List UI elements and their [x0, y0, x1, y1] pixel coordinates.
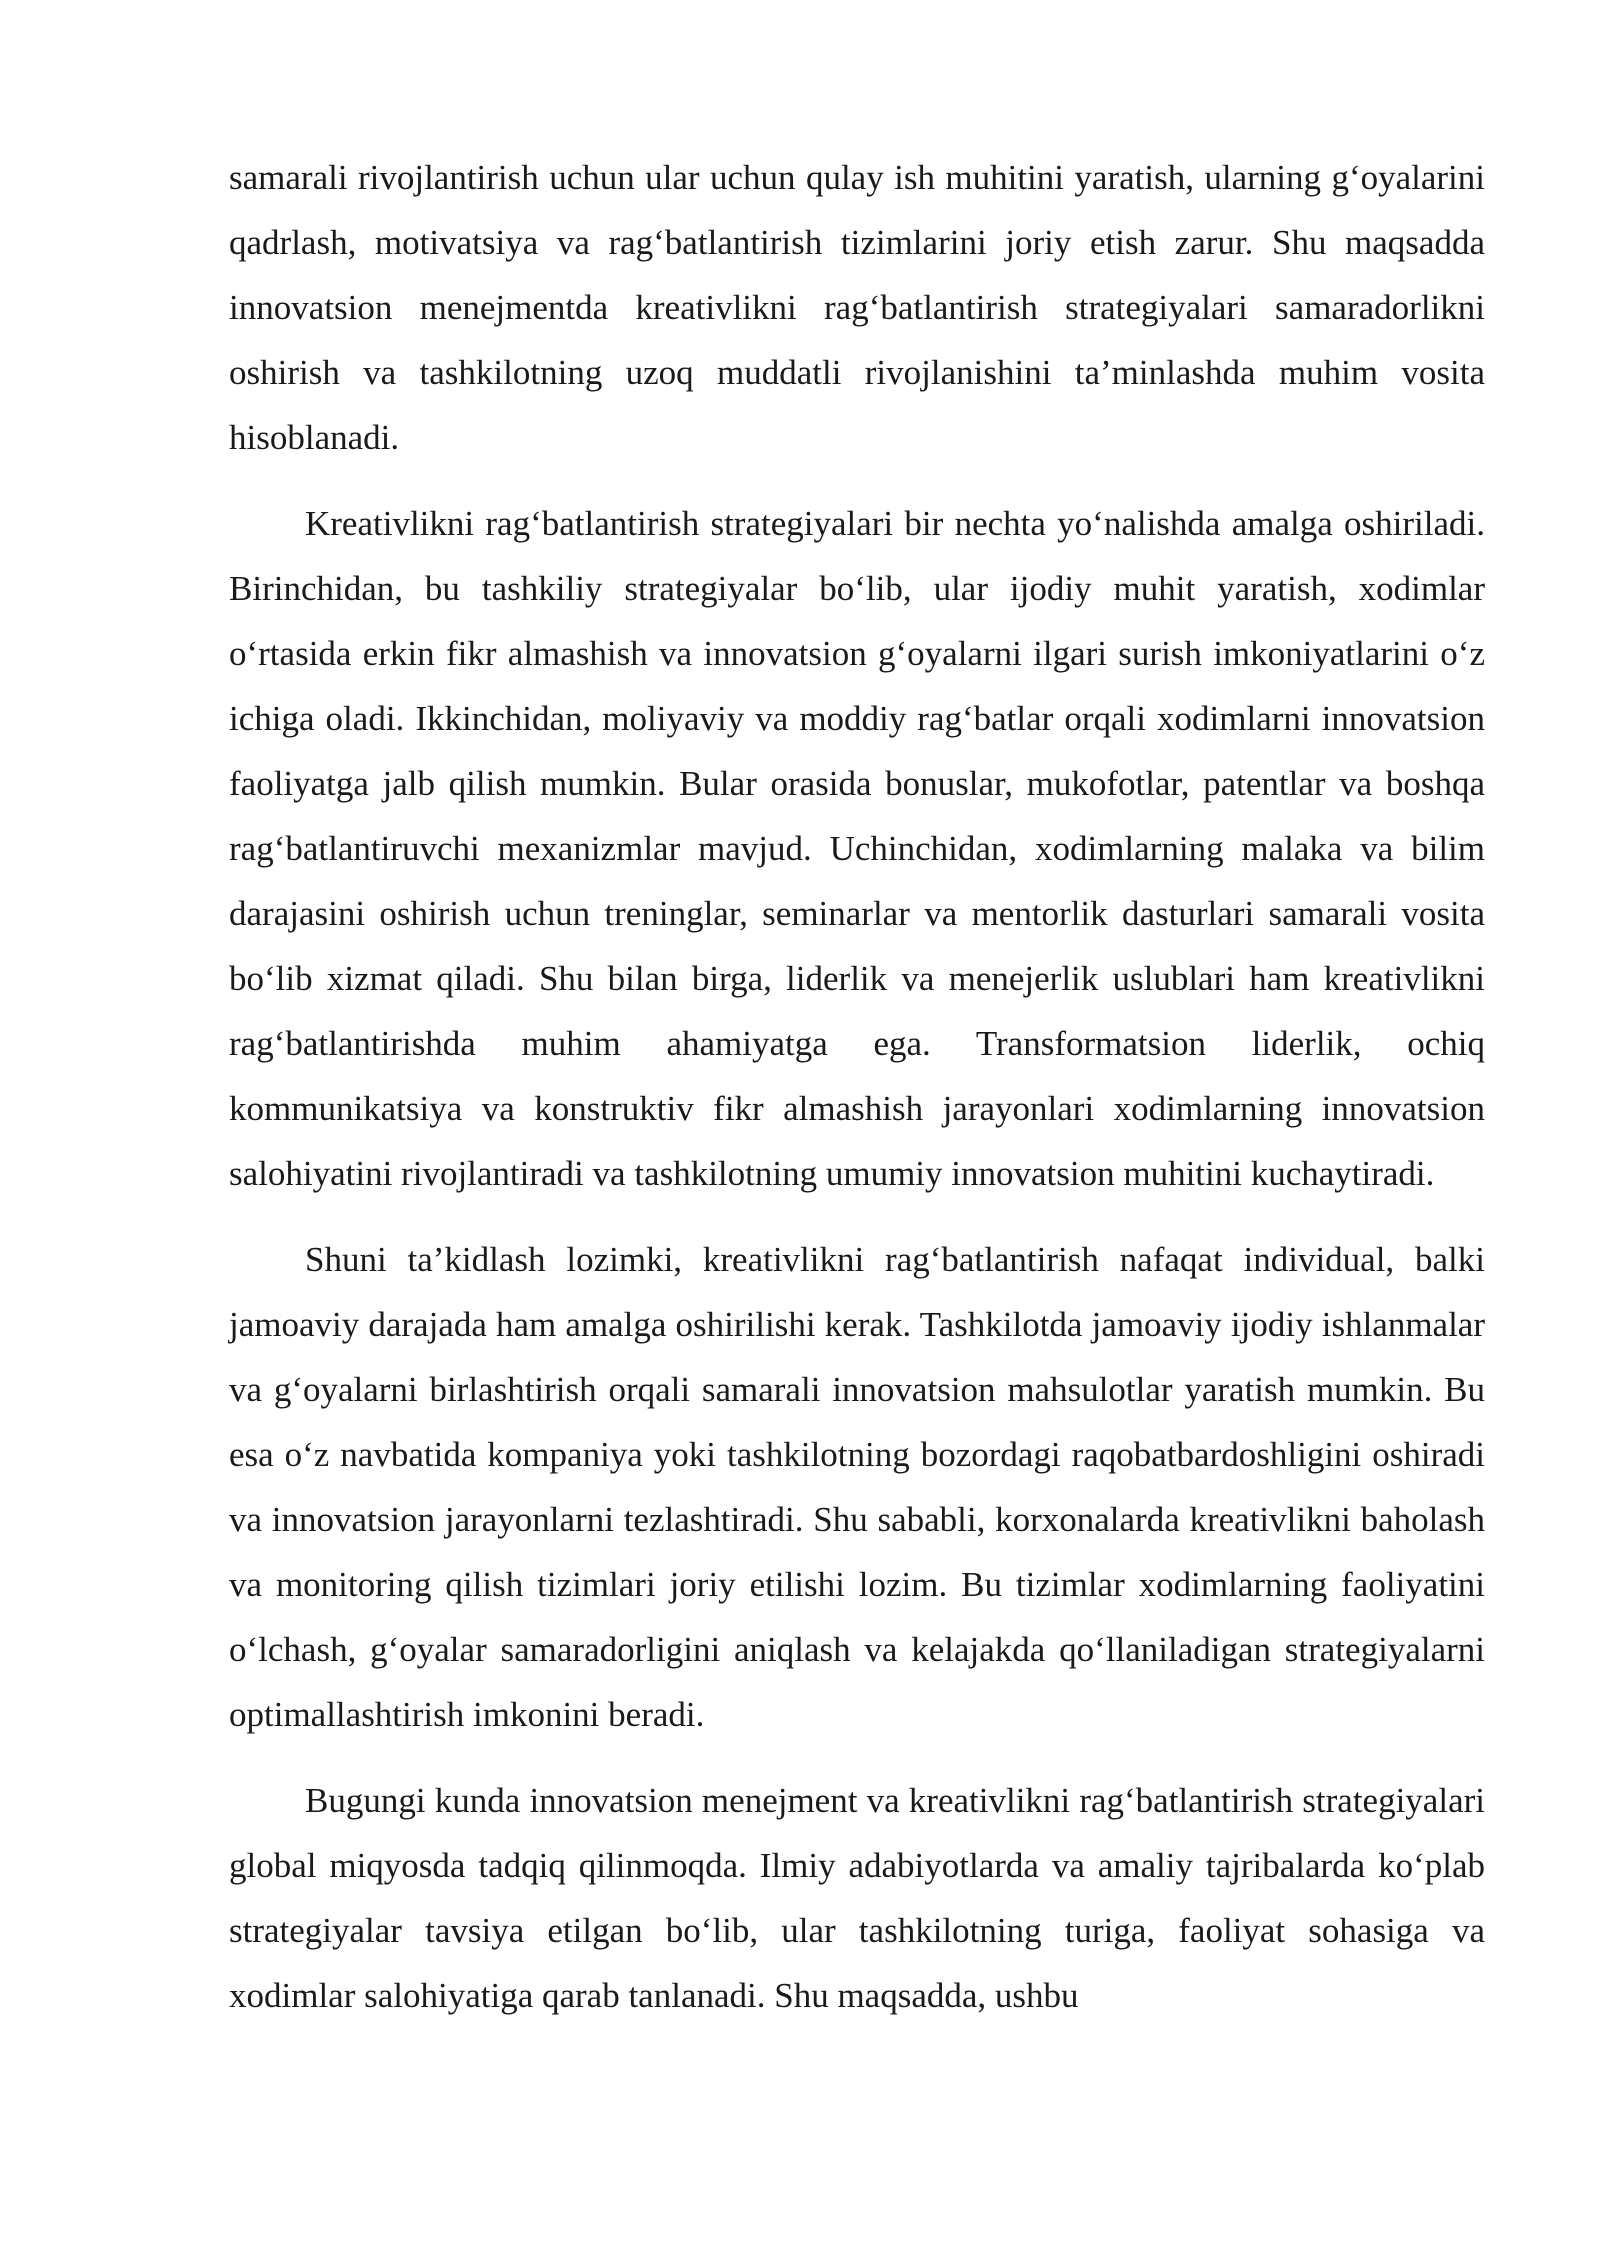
body-text	[229, 145, 1485, 2049]
paragraph-strategies: Kreativlikni rag‘batlantirish strategiyalari bir nechta yo‘nalishda amalga oshiriladi. Birinchidan, bu tashkiliy strategiyalar bo‘lib, ular ijodiy muhit yaratish, xodimlar o‘rtasida erkin fikr almashish va innovatsion g‘oyalarni ilgari surish imkoniyatlarini o‘z ichiga oladi. Ikkinchidan, moliyaviy va moddiy rag‘batlar orqali xodimlarni innovatsion faoliyatga jalb qilish mumkin. Bular orasida bonuslar, mukofotlar, patentlar va boshqa rag‘batlantiruvchi mexanizmlar mavjud. Uchinchidan, xodimlarning malaka va bilim darajasini oshirish uchun treninglar, seminarlar va mentorlik dasturlari samarali vosita bo‘lib xizmat qiladi. Shu bilan birga, liderlik va menejerlik uslublari ham kreativlikni rag‘batlantirishda muhim ahamiyatga ega. Transformatsion liderlik, ochiq kommunikatsiya va konstruktiv fikr almashish jarayonlari xodimlarning innovatsion salohiyatini rivojlantiradi va tashkilotning umumiy innovatsion muhitini kuchaytiradi.	[229, 504, 1485, 1193]
paragraph-collective-creativity: Shuni ta’kidlash lozimki, kreativlikni rag‘batlantirish nafaqat individual, balki jamoaviy darajada ham amalga oshirilishi kerak. Tashkilotda jamoaviy ijodiy ishlanmalar va g‘oyalarni birlashtirish orqali samarali innovatsion mahsulotlar yaratish mumkin. Bu esa o‘z navbatida kompaniya yoki tashkilotning bozordagi raqobatbardoshligini oshiradi va innovatsion jarayonlarni tezlashtiradi. Shu sababli, korxonalarda kreativlikni baholash va monitoring qilish tizimlari joriy etilishi lozim. Bu tizimlar xodimlarning faoliyatini o‘lchash, g‘oyalar samaradorligini aniqlash va kelajakda qo‘llaniladigan strategiyalarni optimallashtirish imkonini beradi.	[229, 1240, 1485, 1734]
paragraph-global-research: Bugungi kunda innovatsion menejment va kreativlikni rag‘batlantirish strategiyalari global miqyosda tadqiq qilinmoqda. Ilmiy adabiyotlarda va amaliy tajribalarda ko‘plab strategiyalar tavsiya etilgan bo‘lib, ular tashkilotning turiga, faoliyat sohasiga va xodimlar salohiyatiga qarab tanlanadi. Shu maqsadda, ushbu	[229, 1781, 1485, 2015]
paragraph-continuation: samarali rivojlantirish uchun ular uchun qulay ish muhitini yaratish, ularning g‘oyalarini qadrlash, motivatsiya va rag‘batlantirish tizimlarini joriy etish zarur. Shu maqsadda innovatsion menejmentda kreativlikni rag‘batlantirish strategiyalari samaradorlikni oshirish va tashkilotning uzoq muddatli rivojlanishini ta’minlashda muhim vosita hisoblanadi.	[229, 158, 1485, 457]
